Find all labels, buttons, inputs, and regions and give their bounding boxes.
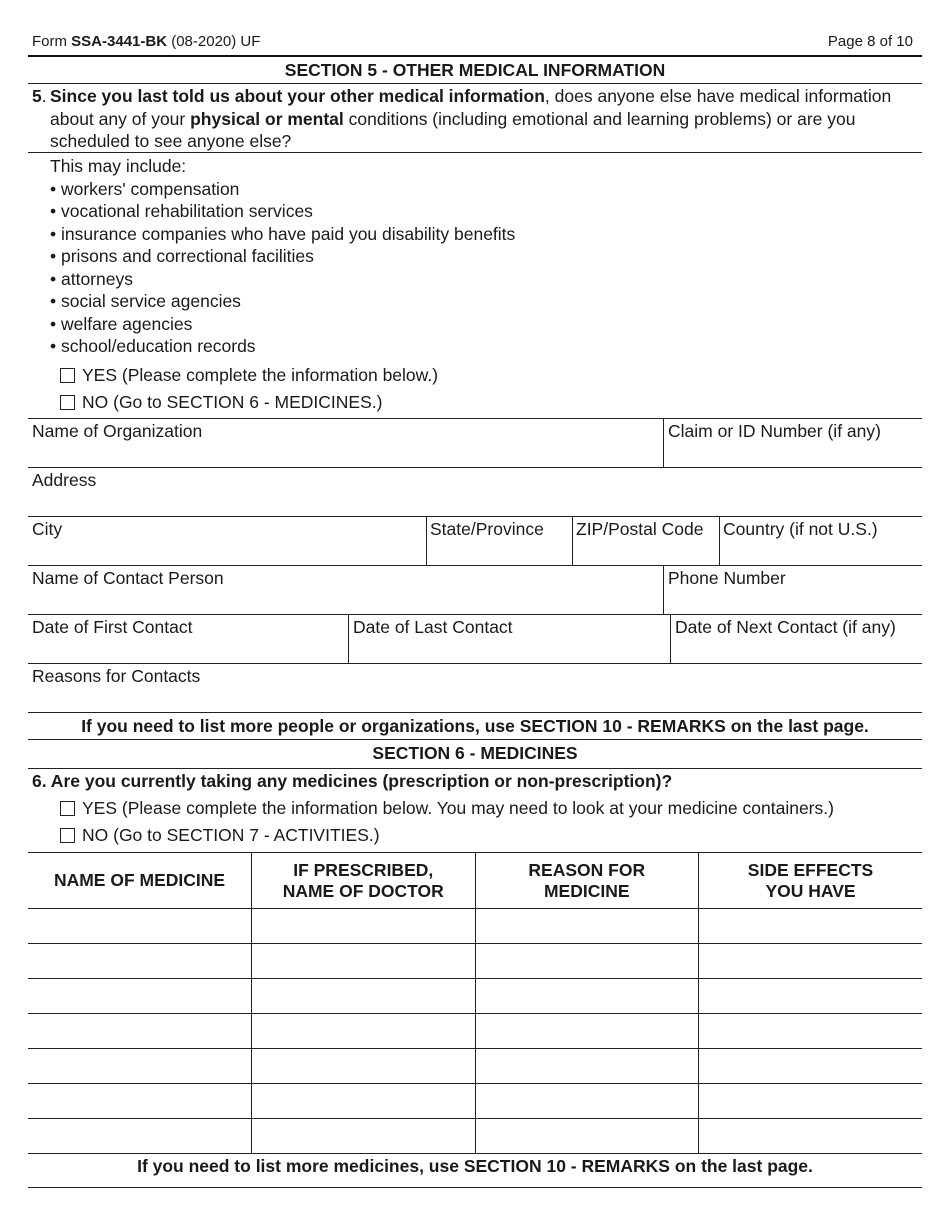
form-code: SSA-3441-BK bbox=[71, 33, 168, 50]
table-row bbox=[28, 1119, 922, 1154]
section5-no-checkbox[interactable] bbox=[60, 395, 75, 410]
table-cell[interactable] bbox=[699, 1119, 923, 1154]
divider bbox=[28, 516, 922, 517]
city-field[interactable]: City bbox=[32, 519, 63, 539]
divider bbox=[572, 516, 573, 565]
table-cell[interactable] bbox=[475, 944, 699, 979]
table-cell[interactable] bbox=[28, 944, 252, 979]
section6-yes-option[interactable] bbox=[60, 798, 834, 819]
table-row bbox=[28, 979, 922, 1014]
header-divider bbox=[28, 55, 922, 57]
section5-yes-option[interactable] bbox=[60, 365, 438, 386]
table-header-row bbox=[28, 853, 922, 909]
table-row bbox=[28, 1014, 922, 1049]
state-field[interactable]: State/Province bbox=[430, 519, 544, 539]
table-cell[interactable] bbox=[475, 1084, 699, 1119]
list-item: • attorneys bbox=[50, 268, 133, 289]
table-cell[interactable] bbox=[699, 909, 923, 944]
divider bbox=[28, 768, 922, 769]
list-item: • school/education records bbox=[50, 336, 256, 356]
section6-yes-checkbox[interactable] bbox=[60, 801, 75, 816]
divider bbox=[28, 467, 922, 468]
table-cell[interactable] bbox=[475, 1119, 699, 1154]
country-field[interactable]: Country (if not U.S.) bbox=[723, 519, 878, 539]
table-row bbox=[28, 909, 922, 944]
divider bbox=[663, 565, 664, 614]
divider bbox=[348, 614, 349, 663]
section5-more-note: If you need to list more people or organizations, use SECTION 10 - REMARKS on the last page. bbox=[81, 716, 869, 736]
table-cell[interactable] bbox=[252, 1049, 476, 1084]
section6-no-checkbox[interactable] bbox=[60, 828, 75, 843]
divider bbox=[28, 614, 922, 615]
section5-yes-checkbox[interactable] bbox=[60, 368, 75, 383]
form-edition: (08-2020) UF bbox=[167, 33, 261, 50]
table-cell[interactable] bbox=[252, 944, 476, 979]
org-name-field[interactable]: Name of Organization bbox=[32, 421, 203, 441]
divider bbox=[670, 614, 671, 663]
col-reason: REASON FOR MEDICINE bbox=[475, 853, 699, 909]
table-cell[interactable] bbox=[28, 909, 252, 944]
form-prefix: Form bbox=[32, 33, 72, 50]
section5-yes-label: YES (Please complete the information below.) bbox=[82, 365, 439, 385]
question6-text: 6. Are you currently taking any medicines (prescription or non-prescription)? bbox=[32, 771, 673, 791]
reasons-field[interactable]: Reasons for Contacts bbox=[32, 666, 201, 686]
table-cell[interactable] bbox=[28, 979, 252, 1014]
table-cell[interactable] bbox=[475, 1014, 699, 1049]
question5-number: 5. bbox=[32, 86, 47, 106]
may-include-heading: This may include: bbox=[50, 156, 187, 176]
table-row bbox=[28, 1084, 922, 1119]
list-item: • insurance companies who have paid you disability benefits bbox=[50, 223, 516, 244]
first-contact-field[interactable]: Date of First Contact bbox=[32, 617, 193, 637]
col-prescribed-doctor: IF PRESCRIBED, NAME OF DOCTOR bbox=[252, 853, 476, 909]
address-field[interactable]: Address bbox=[32, 470, 97, 490]
divider bbox=[28, 739, 922, 740]
table-cell[interactable] bbox=[252, 909, 476, 944]
list-item: • workers' compensation bbox=[50, 178, 240, 199]
divider bbox=[663, 418, 664, 467]
contact-person-field[interactable]: Name of Contact Person bbox=[32, 568, 224, 588]
section6-title: SECTION 6 - MEDICINES bbox=[372, 743, 578, 763]
medicines-table bbox=[28, 852, 922, 1154]
footer-divider bbox=[28, 1187, 922, 1188]
question5-text: Since you last told us about your other medical information, does anyone else have medical information about any of your physical or mental conditions (including emotional and learning problems) or are you scheduled to see anyone else? bbox=[50, 86, 892, 151]
table-cell[interactable] bbox=[699, 944, 923, 979]
table-cell[interactable] bbox=[252, 1119, 476, 1154]
table-cell[interactable] bbox=[475, 1049, 699, 1084]
form-identifier bbox=[32, 33, 260, 50]
divider bbox=[28, 663, 922, 664]
list-item: • vocational rehabilitation services bbox=[50, 201, 313, 221]
list-item: • social service agencies bbox=[50, 291, 241, 311]
table-cell[interactable] bbox=[28, 1014, 252, 1049]
table-cell[interactable] bbox=[699, 979, 923, 1014]
table-cell[interactable] bbox=[252, 1014, 476, 1049]
list-item: • welfare agencies bbox=[50, 313, 193, 334]
phone-field[interactable]: Phone Number bbox=[668, 568, 786, 588]
claim-id-field[interactable]: Claim or ID Number (if any) bbox=[668, 421, 881, 441]
divider bbox=[719, 516, 720, 565]
section6-more-note: If you need to list more medicines, use SECTION 10 - REMARKS on the last page. bbox=[137, 1156, 813, 1176]
section5-no-option[interactable] bbox=[60, 392, 382, 413]
page-number: Page 8 of 10 bbox=[827, 33, 913, 50]
col-name-of-medicine: NAME OF MEDICINE bbox=[28, 853, 252, 909]
divider bbox=[28, 152, 922, 153]
table-cell[interactable] bbox=[699, 1014, 923, 1049]
section6-no-label: NO (Go to SECTION 7 - ACTIVITIES.) bbox=[82, 825, 380, 845]
section5-no-label: NO (Go to SECTION 6 - MEDICINES.) bbox=[82, 392, 383, 412]
next-contact-field[interactable]: Date of Next Contact (if any) bbox=[675, 617, 896, 637]
table-cell[interactable] bbox=[699, 1084, 923, 1119]
section5-title: SECTION 5 - OTHER MEDICAL INFORMATION bbox=[284, 60, 666, 80]
table-row bbox=[28, 1049, 922, 1084]
table-cell[interactable] bbox=[28, 1049, 252, 1084]
divider bbox=[28, 565, 922, 566]
table-cell[interactable] bbox=[252, 1084, 476, 1119]
may-include-list bbox=[50, 155, 515, 358]
table-cell[interactable] bbox=[475, 979, 699, 1014]
zip-field[interactable]: ZIP/Postal Code bbox=[576, 519, 704, 539]
table-cell[interactable] bbox=[475, 909, 699, 944]
table-cell[interactable] bbox=[252, 979, 476, 1014]
section6-yes-label: YES (Please complete the information below. You may need to look at your medicine containers.) bbox=[82, 798, 834, 818]
table-cell[interactable] bbox=[28, 1119, 252, 1154]
table-cell[interactable] bbox=[699, 1049, 923, 1084]
col-side-effects: SIDE EFFECTS YOU HAVE bbox=[699, 853, 923, 909]
table-row bbox=[28, 944, 922, 979]
divider bbox=[28, 83, 922, 84]
divider bbox=[426, 516, 427, 565]
divider bbox=[28, 712, 922, 713]
section6-no-option[interactable] bbox=[60, 825, 380, 846]
list-item: • prisons and correctional facilities bbox=[50, 246, 314, 266]
divider bbox=[28, 418, 922, 419]
table-cell[interactable] bbox=[28, 1084, 252, 1119]
last-contact-field[interactable]: Date of Last Contact bbox=[353, 617, 513, 637]
